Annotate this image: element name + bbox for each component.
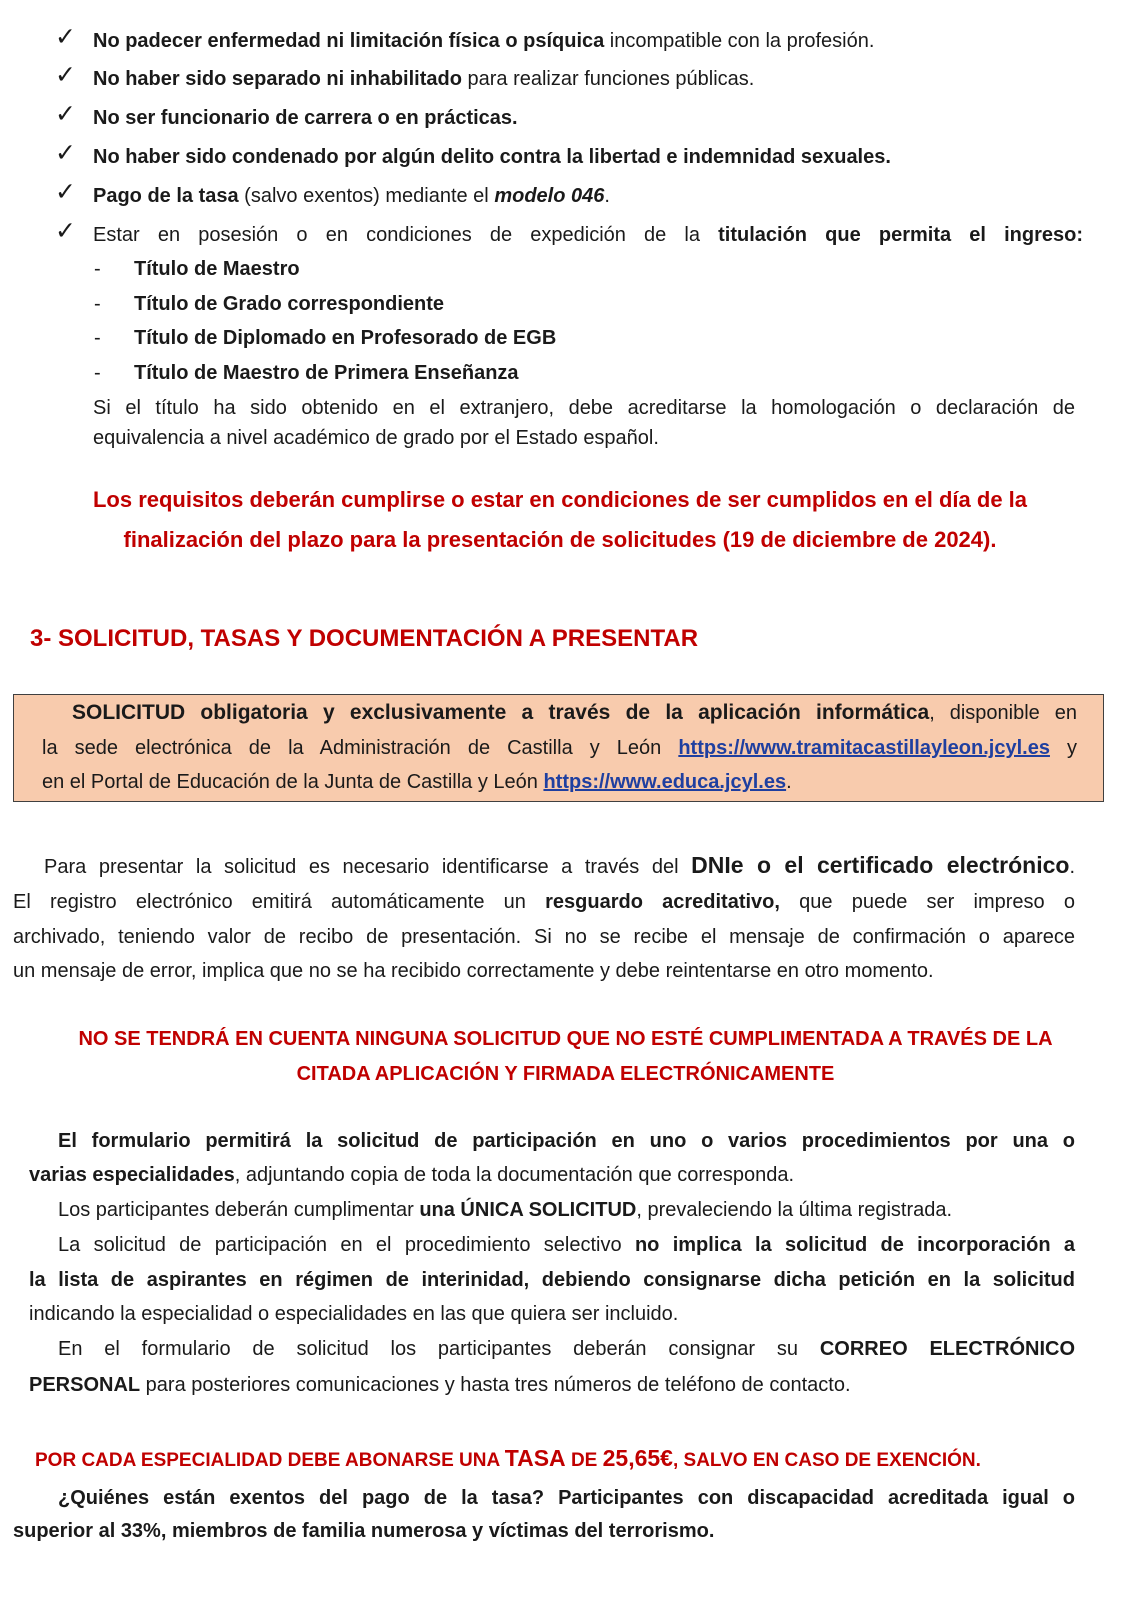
box-text: .	[786, 771, 792, 793]
form-bold: varias especialidades	[29, 1164, 235, 1186]
model-046: modelo 046	[494, 185, 605, 207]
form-bold: PERSONAL	[29, 1374, 141, 1396]
tramita-link[interactable]: https://www.tramitacastillayleon.jcyl.es	[678, 737, 1050, 759]
ident-text: que puede ser impreso o	[779, 891, 1076, 913]
check-mark-icon: ✓	[55, 138, 76, 167]
warning-line-1: NO SE TENDRÁ EN CUENTA NINGUNA SOLICITUD QUE NO ESTÉ CUMPLIMENTADA A TRAVÉS DE LA	[78, 1028, 1053, 1050]
form-text: , prevaleciendo la última registrada.	[636, 1199, 953, 1221]
form-line-2	[29, 1163, 794, 1187]
requirement-bold: No haber sido separado ni inhabilitado	[93, 68, 462, 90]
box-text: y	[1049, 737, 1078, 759]
form-text: En el formulario de solicitud los participantes deberán consignar su	[58, 1338, 820, 1360]
exempt-line-2: superior al 33%, miembros de familia numerosa y víctimas del terrorismo.	[13, 1520, 715, 1542]
form-line-4	[58, 1233, 1075, 1257]
requirement-text: .	[604, 185, 610, 207]
ident-bold: DNIe o el certificado electrónico	[691, 852, 1070, 878]
foreign-note-line-2: equivalencia a nivel académico de grado por el Estado español.	[93, 427, 659, 449]
ident-line-2	[13, 890, 1075, 914]
check-mark-icon: ✓	[55, 22, 76, 51]
form-line-3	[58, 1198, 952, 1222]
ident-line-3: archivado, teniendo valor de recibo de presentación. Si no se recibe el mensaje de confirmación o aparece	[13, 926, 1075, 948]
section-title: 3- SOLICITUD, TASAS Y DOCUMENTACIÓN A PRESENTAR	[30, 625, 699, 652]
ident-text: .	[1069, 856, 1076, 878]
form-text: La solicitud de participación en el procedimiento selectivo	[58, 1234, 635, 1256]
requirement-text: Estar en posesión o en condiciones de expedición de la	[93, 224, 719, 246]
title-text: Título de Diplomado en Profesorado de EGB	[134, 327, 557, 349]
foreign-note-line-1: Si el título ha sido obtenido en el extranjero, debe acreditarse la homologación o declaración de	[93, 397, 1075, 419]
form-line-6: indicando la especialidad o especialidades en las que quiera ser incluido.	[29, 1303, 679, 1325]
check-mark-icon: ✓	[55, 177, 76, 206]
requirement-bold: No haber sido condenado por algún delito contra la libertad e indemnidad sexuales.	[93, 146, 891, 168]
ident-line-4: un mensaje de error, implica que no se ha recibido correctamente y debe reintentarse en otro momento.	[13, 960, 934, 982]
requirement-text: incompatible con la profesión.	[604, 30, 875, 52]
fee-tasa: TASA	[504, 1445, 566, 1471]
box-text: la sede electrónica de la Administración de Castilla y León	[42, 737, 679, 759]
application-notice-box	[13, 694, 1104, 802]
form-text: Los participantes deberán cumplimentar	[58, 1199, 420, 1221]
form-line-8	[29, 1373, 851, 1397]
form-line-1: El formulario permitirá la solicitud de participación en uno o varios procedimientos por una o	[58, 1130, 1075, 1152]
warning-line-2: CITADA APLICACIÓN Y FIRMADA ELECTRÓNICAMENTE	[296, 1063, 835, 1085]
form-line-5: la lista de aspirantes en régimen de interinidad, debiendo consignarse dicha petición en la solicitud	[29, 1269, 1075, 1291]
check-mark-icon: ✓	[55, 216, 76, 245]
requirement-text: (salvo exentos) mediante el	[238, 185, 495, 207]
fee-text: DE	[565, 1450, 603, 1471]
fee-line	[35, 1443, 981, 1476]
requirement-bold: No ser funcionario de carrera o en prácticas.	[93, 107, 518, 129]
check-mark-icon: ✓	[55, 60, 76, 89]
title-text: Título de Grado correspondiente	[134, 293, 445, 315]
form-line-7	[58, 1337, 1075, 1361]
box-line-2	[42, 736, 1077, 760]
educa-link[interactable]: https://www.educa.jcyl.es	[543, 771, 787, 793]
requirement-bold: titulación que permita el ingreso:	[718, 224, 1083, 246]
ident-text: Para presentar la solicitud es necesario identificarse a través del	[44, 856, 692, 878]
form-bold: una ÚNICA SOLICITUD	[419, 1199, 637, 1221]
requirement-text: para realizar funciones públicas.	[461, 68, 755, 90]
title-text: Título de Maestro	[134, 258, 300, 280]
form-text: para posteriores comunicaciones y hasta tres números de teléfono de contacto.	[140, 1374, 851, 1396]
box-line-3	[42, 770, 1077, 794]
deadline-line-1: Los requisitos deberán cumplirse o estar en condiciones de ser cumplidos en el día de la	[92, 487, 1028, 512]
ident-bold: resguardo acreditativo,	[545, 891, 780, 913]
ident-text: El registro electrónico emitirá automáticamente un	[13, 891, 546, 913]
check-mark-icon: ✓	[55, 99, 76, 128]
ident-line-1	[44, 851, 1075, 881]
form-bold: CORREO ELECTRÓNICO	[819, 1338, 1076, 1360]
box-line-1	[72, 701, 1077, 725]
deadline-line-2: finalización del plazo para la presentación de solicitudes (19 de diciembre de 2024).	[123, 527, 997, 552]
fee-amount: 25,65€	[602, 1445, 673, 1471]
form-bold: no implica la solicitud de incorporación a	[634, 1234, 1075, 1256]
box-text: , disponible en	[929, 702, 1078, 724]
form-text: , adjuntando copia de toda la documentación que corresponda.	[234, 1164, 794, 1186]
requirement-bold: Pago de la tasa	[93, 185, 239, 207]
box-text: en el Portal de Educación de la Junta de Castilla y León	[42, 771, 544, 793]
fee-text: , SALVO EN CASO DE EXENCIÓN.	[672, 1450, 981, 1471]
requirement-bold: No padecer enfermedad ni limitación física o psíquica	[93, 30, 605, 52]
exempt-line-1: ¿Quiénes están exentos del pago de la tasa? Participantes con discapacidad acreditada igual o	[58, 1487, 1075, 1509]
title-text: Título de Maestro de Primera Enseñanza	[134, 362, 519, 384]
box-bold: SOLICITUD obligatoria y exclusivamente a través de la aplicación informática	[72, 701, 930, 724]
fee-text: POR CADA ESPECIALIDAD DEBE ABONARSE UNA	[35, 1450, 505, 1471]
